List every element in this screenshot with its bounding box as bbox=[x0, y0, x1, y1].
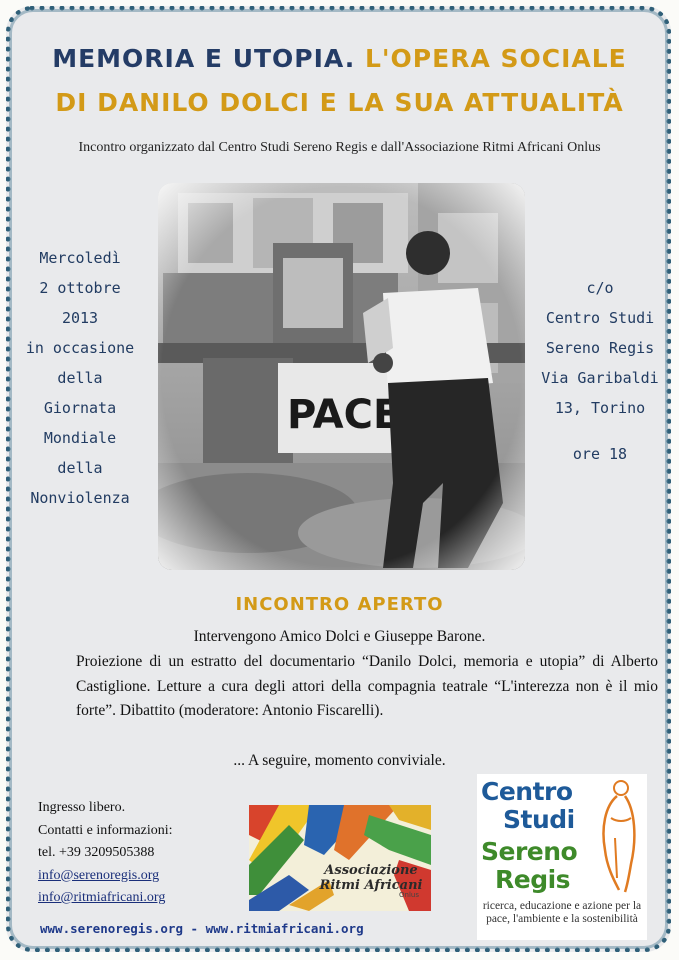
date-line: 2013 bbox=[61, 309, 99, 327]
contacts-label: Contatti e informazioni: bbox=[38, 822, 173, 838]
event-description: Proiezione di un estratto del documentario “Danilo Dolci, memoria e utopia” di Alberto Castiglione. Letture a cura degli attori della compagnia teatrale “L'interezza non è il mio forte”. Dibattito (moderatore: Antonio Fiscarelli). bbox=[76, 653, 658, 719]
follow-up-line: ... A seguire, momento conviviale. bbox=[233, 752, 446, 769]
venue-line: c/o bbox=[586, 279, 614, 297]
dove-figure-icon bbox=[587, 778, 645, 896]
contact-info bbox=[38, 797, 238, 910]
date-line: Nonviolenza bbox=[30, 489, 130, 507]
ritmi-africani-logo bbox=[249, 805, 431, 911]
date-line: Giornata bbox=[43, 399, 117, 417]
ra-logo-onlus: Onlus bbox=[399, 891, 419, 899]
date-line: Mercoledì bbox=[39, 249, 121, 267]
date-line: Mondiale bbox=[43, 429, 117, 447]
venue-line: Sereno Regis bbox=[545, 339, 655, 357]
poster-title-line2: DI DANILO DOLCI E LA SUA ATTUALITÀ bbox=[55, 88, 624, 117]
csr-logo-line3: Sereno bbox=[481, 837, 578, 866]
event-date-column bbox=[14, 243, 146, 513]
organizers-subtitle: Incontro organizzato dal Centro Studi Sereno Regis e dall'Associazione Ritmi Africani Onlus bbox=[78, 140, 601, 155]
email-link-serenoregis[interactable]: info@serenoregis.org bbox=[38, 867, 160, 883]
centro-studi-logo bbox=[477, 774, 647, 940]
date-line: 2 ottobre bbox=[39, 279, 121, 297]
section-heading: INCONTRO APERTO bbox=[235, 594, 444, 615]
date-line: della bbox=[57, 369, 103, 387]
entry-note: Ingresso libero. bbox=[38, 800, 126, 815]
date-line: in occasione bbox=[25, 339, 135, 357]
event-time: ore 18 bbox=[572, 445, 628, 463]
phone-number: tel. +39 3209505388 bbox=[38, 845, 155, 860]
csr-logo-tagline: ricerca, educazione e azione per la pace, l'ambiente e la sostenibilità bbox=[482, 900, 642, 925]
ra-logo-line1: Associazione bbox=[324, 863, 418, 878]
website-links[interactable]: www.serenoregis.org - www.ritmiafricani.org bbox=[40, 921, 364, 936]
csr-logo-line1: Centro bbox=[481, 777, 573, 806]
date-line: della bbox=[57, 459, 103, 477]
danilo-dolci-photo bbox=[158, 183, 525, 570]
csr-logo-line2: Studi bbox=[503, 805, 575, 834]
venue-line: 13, Torino bbox=[554, 399, 646, 417]
venue-line: Centro Studi bbox=[545, 309, 655, 327]
csr-logo-line4: Regis bbox=[495, 865, 571, 894]
email-link-ritmiafricani[interactable]: info@ritmiafricani.org bbox=[38, 890, 166, 905]
ritmi-africani-logo-text bbox=[311, 863, 431, 893]
title-part-gold: L'OPERA SOCIALE bbox=[364, 44, 627, 73]
title-part-navy: MEMORIA E UTOPIA. bbox=[52, 44, 356, 73]
venue-column bbox=[532, 273, 668, 469]
venue-line: Via Garibaldi bbox=[541, 369, 659, 387]
speakers-line: Intervengono Amico Dolci e Giuseppe Barone. bbox=[193, 628, 486, 645]
poster-title-line1 bbox=[0, 44, 679, 73]
ra-logo-line2: Ritmi Africani bbox=[319, 878, 423, 893]
